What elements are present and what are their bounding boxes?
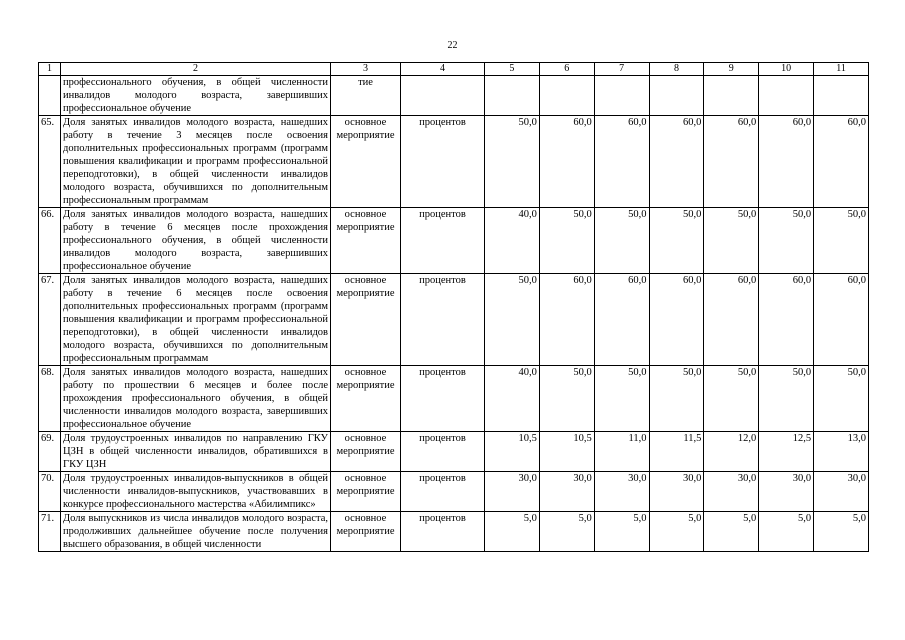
page-number: 22 bbox=[447, 40, 458, 51]
table-row bbox=[39, 274, 869, 366]
value-cell: 10,5 bbox=[539, 432, 594, 472]
column-header: 11 bbox=[814, 63, 869, 76]
value-cell: 60,0 bbox=[704, 116, 759, 208]
row-number: 68. bbox=[39, 366, 61, 432]
row-number: 65. bbox=[39, 116, 61, 208]
indicator-type: тие bbox=[331, 76, 401, 116]
unit-of-measure bbox=[401, 76, 485, 116]
value-cell: 40,0 bbox=[485, 366, 540, 432]
value-cell: 60,0 bbox=[539, 274, 594, 366]
indicator-name: Доля выпускников из числа инвалидов молодого возраста, продолживших дальнейшее обучение после получения высшего образования, в общей численности bbox=[61, 512, 331, 552]
value-cell: 30,0 bbox=[649, 472, 704, 512]
row-number: 71. bbox=[39, 512, 61, 552]
row-number: 69. bbox=[39, 432, 61, 472]
value-cell: 30,0 bbox=[814, 472, 869, 512]
value-cell: 60,0 bbox=[649, 274, 704, 366]
value-cell: 30,0 bbox=[485, 472, 540, 512]
value-cell: 60,0 bbox=[814, 274, 869, 366]
value-cell: 30,0 bbox=[704, 472, 759, 512]
value-cell bbox=[704, 76, 759, 116]
unit-of-measure: процентов bbox=[401, 432, 485, 472]
table-row bbox=[39, 472, 869, 512]
value-cell: 5,0 bbox=[539, 512, 594, 552]
unit-of-measure: процентов bbox=[401, 366, 485, 432]
column-header: 4 bbox=[401, 63, 485, 76]
column-header: 1 bbox=[39, 63, 61, 76]
value-cell: 30,0 bbox=[539, 472, 594, 512]
value-cell: 5,0 bbox=[485, 512, 540, 552]
value-cell: 50,0 bbox=[759, 366, 814, 432]
indicators-table bbox=[38, 62, 869, 552]
value-cell bbox=[594, 76, 649, 116]
indicator-type: основное мероприятие bbox=[331, 432, 401, 472]
indicator-name: Доля занятых инвалидов молодого возраста, нашедших работу в течение 6 месяцев после освоения дополнительных профессиональных программ (программ повышения квалификации и программ профессиональной переподготовки), в общей численности инвалидов молодого возраста, обучившихся по дополнительным профессиональным программам bbox=[61, 274, 331, 366]
unit-of-measure: процентов bbox=[401, 472, 485, 512]
value-cell: 50,0 bbox=[814, 366, 869, 432]
value-cell: 60,0 bbox=[759, 116, 814, 208]
value-cell: 50,0 bbox=[539, 208, 594, 274]
table-row bbox=[39, 208, 869, 274]
value-cell: 30,0 bbox=[759, 472, 814, 512]
column-header: 9 bbox=[704, 63, 759, 76]
value-cell: 5,0 bbox=[594, 512, 649, 552]
indicator-type: основное мероприятие bbox=[331, 472, 401, 512]
table-header-row bbox=[39, 63, 869, 76]
unit-of-measure: процентов bbox=[401, 116, 485, 208]
value-cell bbox=[759, 76, 814, 116]
value-cell: 5,0 bbox=[759, 512, 814, 552]
column-header: 7 bbox=[594, 63, 649, 76]
value-cell: 12,5 bbox=[759, 432, 814, 472]
value-cell: 50,0 bbox=[594, 366, 649, 432]
value-cell bbox=[649, 76, 704, 116]
table-row bbox=[39, 432, 869, 472]
indicator-name: Доля занятых инвалидов молодого возраста, нашедших работу в течение 6 месяцев после прохождения профессионального обучения, в общей численности инвалидов молодого возраста, завершивших профессиональное обучение bbox=[61, 208, 331, 274]
value-cell: 5,0 bbox=[649, 512, 704, 552]
indicator-type: основное мероприятие bbox=[331, 366, 401, 432]
value-cell: 11,0 bbox=[594, 432, 649, 472]
indicator-type: основное мероприятие bbox=[331, 208, 401, 274]
indicator-type: основное мероприятие bbox=[331, 274, 401, 366]
value-cell: 50,0 bbox=[594, 208, 649, 274]
value-cell: 50,0 bbox=[704, 366, 759, 432]
value-cell: 50,0 bbox=[649, 208, 704, 274]
unit-of-measure: процентов bbox=[401, 274, 485, 366]
column-header: 8 bbox=[649, 63, 704, 76]
value-cell: 60,0 bbox=[594, 116, 649, 208]
value-cell: 50,0 bbox=[814, 208, 869, 274]
value-cell: 10,5 bbox=[485, 432, 540, 472]
value-cell: 60,0 bbox=[759, 274, 814, 366]
table-row bbox=[39, 512, 869, 552]
unit-of-measure: процентов bbox=[401, 512, 485, 552]
value-cell: 5,0 bbox=[814, 512, 869, 552]
indicator-name: Доля занятых инвалидов молодого возраста, нашедших работу в течение 3 месяцев после освоения дополнительных профессиональных программ (программ повышения квалификации и программ профессиональной переподготовки), в общей численности инвалидов молодого возраста, обучившихся по дополнительным профессиональным программам bbox=[61, 116, 331, 208]
value-cell: 60,0 bbox=[649, 116, 704, 208]
value-cell bbox=[485, 76, 540, 116]
unit-of-measure: процентов bbox=[401, 208, 485, 274]
value-cell: 50,0 bbox=[539, 366, 594, 432]
row-number: 66. bbox=[39, 208, 61, 274]
value-cell bbox=[814, 76, 869, 116]
value-cell: 60,0 bbox=[814, 116, 869, 208]
indicator-name: Доля трудоустроенных инвалидов-выпускников в общей численности инвалидов-выпускников, участвовавших в конкурсе профессионального мастерства «Абилимпикс» bbox=[61, 472, 331, 512]
value-cell: 30,0 bbox=[594, 472, 649, 512]
indicator-name: профессионального обучения, в общей численности инвалидов молодого возраста, завершивших профессиональное обучение bbox=[61, 76, 331, 116]
value-cell: 5,0 bbox=[704, 512, 759, 552]
row-number: 70. bbox=[39, 472, 61, 512]
value-cell: 50,0 bbox=[704, 208, 759, 274]
table-row bbox=[39, 366, 869, 432]
table-row bbox=[39, 76, 869, 116]
value-cell: 50,0 bbox=[649, 366, 704, 432]
indicator-name: Доля занятых инвалидов молодого возраста, нашедших работу по прошествии 6 месяцев и более после прохождения профессионального обучения, в общей численности инвалидов молодого возраста, завершивших профессиональное обучение bbox=[61, 366, 331, 432]
value-cell: 12,0 bbox=[704, 432, 759, 472]
column-header: 6 bbox=[539, 63, 594, 76]
indicator-type: основное мероприятие bbox=[331, 512, 401, 552]
value-cell: 13,0 bbox=[814, 432, 869, 472]
row-number bbox=[39, 76, 61, 116]
value-cell bbox=[539, 76, 594, 116]
column-header: 3 bbox=[331, 63, 401, 76]
indicator-type: основное мероприятие bbox=[331, 116, 401, 208]
value-cell: 11,5 bbox=[649, 432, 704, 472]
column-header: 5 bbox=[485, 63, 540, 76]
value-cell: 50,0 bbox=[485, 116, 540, 208]
value-cell: 50,0 bbox=[485, 274, 540, 366]
table-row bbox=[39, 116, 869, 208]
indicator-name: Доля трудоустроенных инвалидов по направлению ГКУ ЦЗН в общей численности инвалидов, обратившихся в ГКУ ЦЗН bbox=[61, 432, 331, 472]
value-cell: 40,0 bbox=[485, 208, 540, 274]
value-cell: 60,0 bbox=[539, 116, 594, 208]
row-number: 67. bbox=[39, 274, 61, 366]
value-cell: 60,0 bbox=[594, 274, 649, 366]
column-header: 10 bbox=[759, 63, 814, 76]
column-header: 2 bbox=[61, 63, 331, 76]
value-cell: 50,0 bbox=[759, 208, 814, 274]
value-cell: 60,0 bbox=[704, 274, 759, 366]
